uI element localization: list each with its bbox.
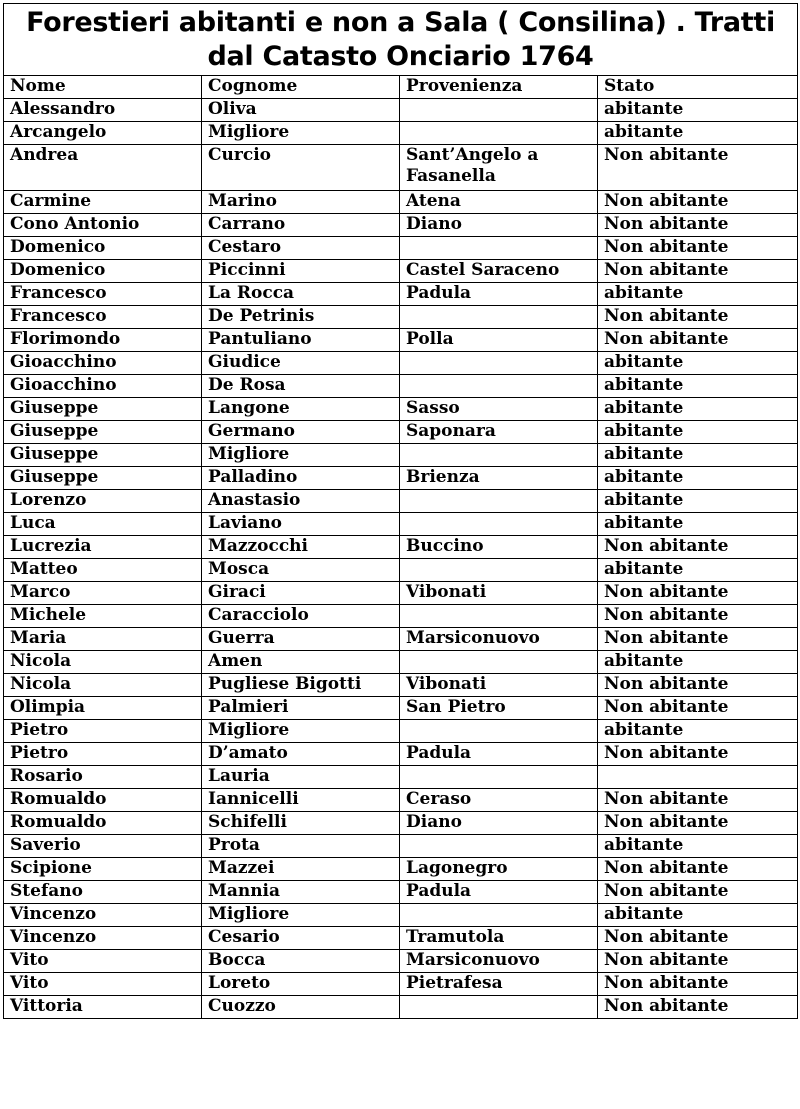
cell-nome: Rosario (4, 766, 202, 789)
cell-nome: Giuseppe (4, 467, 202, 490)
cell-nome: Maria (4, 628, 202, 651)
cell-provenienza: Marsiconuovo (400, 950, 598, 973)
cell-cognome: Giudice (202, 352, 400, 375)
cell-nome: Marco (4, 582, 202, 605)
cell-provenienza (400, 513, 598, 536)
cell-nome: Matteo (4, 559, 202, 582)
column-header-nome: Nome (4, 76, 202, 99)
cell-nome: Romualdo (4, 812, 202, 835)
cell-stato: abitante (598, 375, 798, 398)
cell-provenienza (400, 444, 598, 467)
cell-nome: Carmine (4, 191, 202, 214)
cell-nome: Gioacchino (4, 375, 202, 398)
cell-cognome: Loreto (202, 973, 400, 996)
cell-provenienza: Vibonati (400, 582, 598, 605)
cell-cognome: Iannicelli (202, 789, 400, 812)
cell-cognome: Cestaro (202, 237, 400, 260)
cell-provenienza: Pietrafesa (400, 973, 598, 996)
cell-provenienza (400, 99, 598, 122)
cell-cognome: Curcio (202, 145, 400, 191)
cell-provenienza (400, 720, 598, 743)
table-row (4, 536, 798, 559)
table-row (4, 697, 798, 720)
cell-cognome: Mazzei (202, 858, 400, 881)
cell-stato: Non abitante (598, 582, 798, 605)
cell-provenienza: Marsiconuovo (400, 628, 598, 651)
table-row (4, 467, 798, 490)
cell-provenienza: Ceraso (400, 789, 598, 812)
cell-provenienza: Vibonati (400, 674, 598, 697)
cell-cognome: De Rosa (202, 375, 400, 398)
cell-nome: Giuseppe (4, 444, 202, 467)
table-row (4, 122, 798, 145)
cell-provenienza (400, 766, 598, 789)
table-row (4, 214, 798, 237)
cell-nome: Luca (4, 513, 202, 536)
table-row (4, 237, 798, 260)
cell-stato: Non abitante (598, 881, 798, 904)
cell-provenienza: Castel Saraceno (400, 260, 598, 283)
cell-provenienza (400, 996, 598, 1019)
cell-cognome: Lauria (202, 766, 400, 789)
cell-nome: Domenico (4, 237, 202, 260)
cell-cognome: Amen (202, 651, 400, 674)
cell-provenienza (400, 237, 598, 260)
table-row (4, 283, 798, 306)
table-row (4, 582, 798, 605)
cell-stato: abitante (598, 352, 798, 375)
cell-provenienza: Sant’Angelo a Fasanella (400, 145, 598, 191)
cell-nome: Pietro (4, 720, 202, 743)
table-row (4, 973, 798, 996)
cell-nome: Francesco (4, 283, 202, 306)
cell-stato: abitante (598, 490, 798, 513)
cell-cognome: Langone (202, 398, 400, 421)
cell-nome: Olimpia (4, 697, 202, 720)
cell-nome: Lorenzo (4, 490, 202, 513)
cell-nome: Pietro (4, 743, 202, 766)
records-table (3, 3, 798, 1019)
cell-nome: Francesco (4, 306, 202, 329)
cell-cognome: Guerra (202, 628, 400, 651)
cell-cognome: Carrano (202, 214, 400, 237)
cell-stato: Non abitante (598, 628, 798, 651)
cell-cognome: Mosca (202, 559, 400, 582)
cell-stato: abitante (598, 421, 798, 444)
cell-stato: Non abitante (598, 743, 798, 766)
table-row (4, 191, 798, 214)
cell-provenienza (400, 352, 598, 375)
cell-cognome: Migliore (202, 904, 400, 927)
cell-cognome: Migliore (202, 122, 400, 145)
cell-nome: Vito (4, 950, 202, 973)
cell-stato: Non abitante (598, 812, 798, 835)
column-header-provenienza: Provenienza (400, 76, 598, 99)
cell-nome: Vito (4, 973, 202, 996)
table-row (4, 490, 798, 513)
cell-nome: Andrea (4, 145, 202, 191)
table-row (4, 559, 798, 582)
table-row (4, 674, 798, 697)
cell-stato: abitante (598, 559, 798, 582)
table-row (4, 329, 798, 352)
cell-stato: abitante (598, 444, 798, 467)
cell-provenienza: Diano (400, 812, 598, 835)
cell-provenienza: Padula (400, 743, 598, 766)
table-row (4, 145, 798, 191)
table-row (4, 628, 798, 651)
table-row (4, 720, 798, 743)
cell-cognome: De Petrinis (202, 306, 400, 329)
header-row (4, 76, 798, 99)
table-row (4, 743, 798, 766)
cell-provenienza (400, 835, 598, 858)
cell-stato: abitante (598, 835, 798, 858)
cell-provenienza: Atena (400, 191, 598, 214)
cell-stato: Non abitante (598, 973, 798, 996)
cell-provenienza: Saponara (400, 421, 598, 444)
cell-provenienza: Lagonegro (400, 858, 598, 881)
cell-provenienza: Tramutola (400, 927, 598, 950)
cell-stato: Non abitante (598, 214, 798, 237)
cell-nome: Cono Antonio (4, 214, 202, 237)
table-row (4, 651, 798, 674)
cell-cognome: Mannia (202, 881, 400, 904)
cell-nome: Giuseppe (4, 421, 202, 444)
table-title: Forestieri abitanti e non a Sala ( Consilina) . Tratti dal Catasto Onciario 1764 (3, 3, 798, 75)
cell-stato: Non abitante (598, 329, 798, 352)
cell-stato: abitante (598, 513, 798, 536)
cell-stato: Non abitante (598, 927, 798, 950)
cell-cognome: Palladino (202, 467, 400, 490)
table-row (4, 881, 798, 904)
cell-nome: Gioacchino (4, 352, 202, 375)
cell-cognome: Caracciolo (202, 605, 400, 628)
cell-stato: Non abitante (598, 950, 798, 973)
table-row (4, 766, 798, 789)
cell-provenienza: Padula (400, 283, 598, 306)
cell-nome: Stefano (4, 881, 202, 904)
cell-stato: abitante (598, 283, 798, 306)
cell-provenienza (400, 490, 598, 513)
table-row (4, 927, 798, 950)
cell-provenienza: Diano (400, 214, 598, 237)
cell-stato: Non abitante (598, 260, 798, 283)
table-row (4, 352, 798, 375)
cell-cognome: Cesario (202, 927, 400, 950)
cell-provenienza (400, 651, 598, 674)
table-row (4, 306, 798, 329)
cell-nome: Alessandro (4, 99, 202, 122)
cell-stato (598, 766, 798, 789)
cell-cognome: Laviano (202, 513, 400, 536)
cell-nome: Michele (4, 605, 202, 628)
table-row (4, 444, 798, 467)
cell-nome: Saverio (4, 835, 202, 858)
cell-stato: Non abitante (598, 605, 798, 628)
table-row (4, 421, 798, 444)
cell-stato: Non abitante (598, 191, 798, 214)
cell-provenienza (400, 375, 598, 398)
table-row (4, 260, 798, 283)
table-row (4, 996, 798, 1019)
table-body (4, 99, 798, 1019)
cell-stato: abitante (598, 651, 798, 674)
cell-cognome: Pantuliano (202, 329, 400, 352)
cell-stato: Non abitante (598, 697, 798, 720)
table-row (4, 835, 798, 858)
cell-cognome: Schifelli (202, 812, 400, 835)
cell-nome: Arcangelo (4, 122, 202, 145)
cell-nome: Domenico (4, 260, 202, 283)
cell-provenienza (400, 306, 598, 329)
cell-provenienza (400, 904, 598, 927)
cell-nome: Vittoria (4, 996, 202, 1019)
cell-provenienza: Polla (400, 329, 598, 352)
cell-nome: Romualdo (4, 789, 202, 812)
cell-stato: Non abitante (598, 674, 798, 697)
cell-nome: Lucrezia (4, 536, 202, 559)
cell-nome: Giuseppe (4, 398, 202, 421)
cell-stato: abitante (598, 720, 798, 743)
cell-stato: Non abitante (598, 858, 798, 881)
cell-cognome: Migliore (202, 444, 400, 467)
cell-cognome: Marino (202, 191, 400, 214)
cell-stato: Non abitante (598, 145, 798, 191)
table-row (4, 398, 798, 421)
cell-stato: abitante (598, 398, 798, 421)
cell-cognome: Bocca (202, 950, 400, 973)
table-row (4, 904, 798, 927)
table-row (4, 789, 798, 812)
table-row (4, 513, 798, 536)
cell-cognome: Cuozzo (202, 996, 400, 1019)
cell-cognome: Giraci (202, 582, 400, 605)
cell-stato: Non abitante (598, 996, 798, 1019)
cell-cognome: D’amato (202, 743, 400, 766)
cell-nome: Scipione (4, 858, 202, 881)
cell-provenienza: Sasso (400, 398, 598, 421)
cell-cognome: Prota (202, 835, 400, 858)
cell-stato: Non abitante (598, 237, 798, 260)
cell-stato: Non abitante (598, 306, 798, 329)
cell-stato: abitante (598, 122, 798, 145)
cell-nome: Vincenzo (4, 927, 202, 950)
table-row (4, 375, 798, 398)
cell-stato: abitante (598, 467, 798, 490)
cell-stato: abitante (598, 99, 798, 122)
table-row (4, 99, 798, 122)
cell-cognome: Anastasio (202, 490, 400, 513)
column-header-cognome: Cognome (202, 76, 400, 99)
table-row (4, 812, 798, 835)
cell-nome: Vincenzo (4, 904, 202, 927)
cell-cognome: Germano (202, 421, 400, 444)
cell-nome: Nicola (4, 674, 202, 697)
cell-cognome: Mazzocchi (202, 536, 400, 559)
cell-provenienza (400, 605, 598, 628)
cell-provenienza (400, 559, 598, 582)
cell-provenienza: Buccino (400, 536, 598, 559)
table-row (4, 950, 798, 973)
cell-stato: Non abitante (598, 536, 798, 559)
cell-cognome: Migliore (202, 720, 400, 743)
cell-cognome: Palmieri (202, 697, 400, 720)
column-header-stato: Stato (598, 76, 798, 99)
table-row (4, 858, 798, 881)
cell-nome: Florimondo (4, 329, 202, 352)
cell-stato: abitante (598, 904, 798, 927)
cell-cognome: Oliva (202, 99, 400, 122)
cell-stato: Non abitante (598, 789, 798, 812)
cell-provenienza: Brienza (400, 467, 598, 490)
cell-provenienza: Padula (400, 881, 598, 904)
table-row (4, 605, 798, 628)
cell-cognome: Piccinni (202, 260, 400, 283)
cell-provenienza (400, 122, 598, 145)
cell-provenienza: San Pietro (400, 697, 598, 720)
cell-cognome: La Rocca (202, 283, 400, 306)
cell-nome: Nicola (4, 651, 202, 674)
cell-cognome: Pugliese Bigotti (202, 674, 400, 697)
